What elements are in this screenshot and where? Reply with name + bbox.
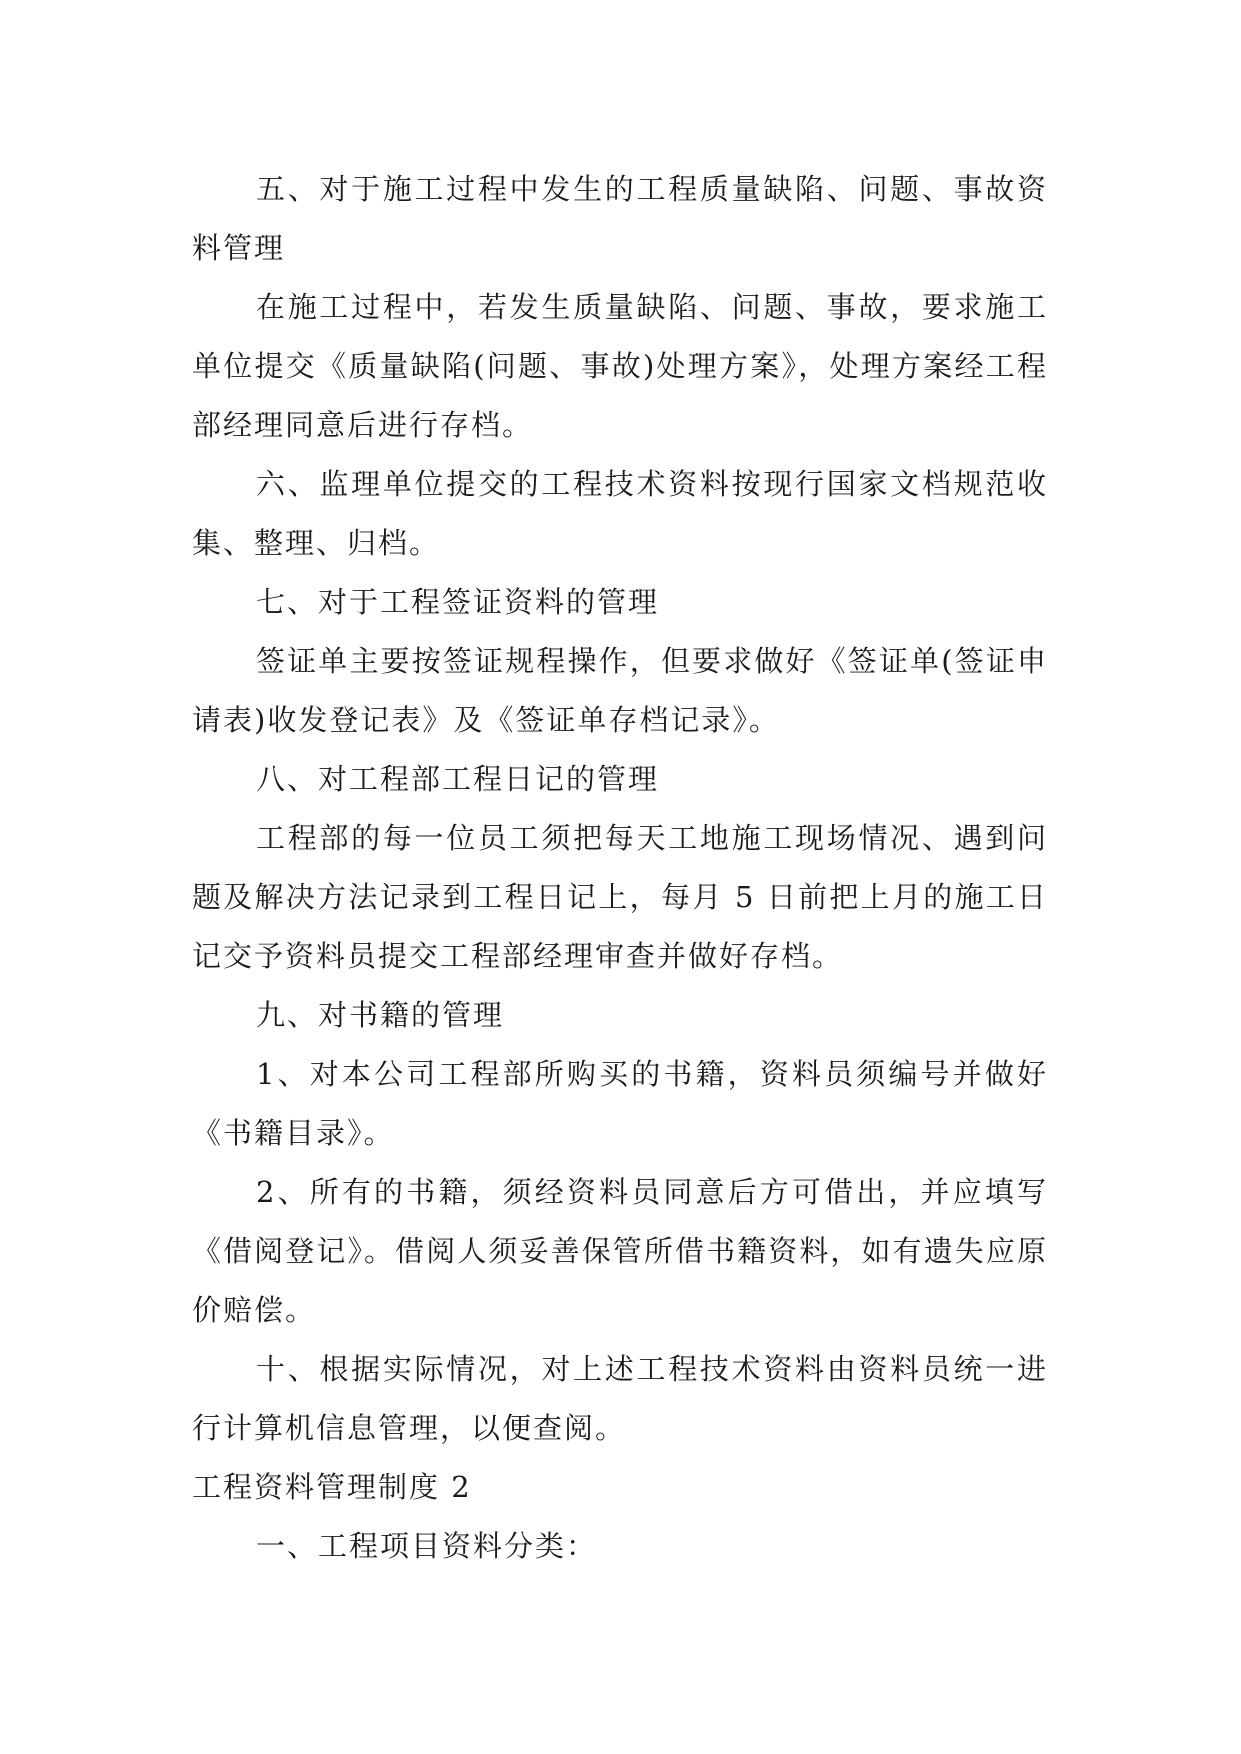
paragraph-section-2-item-1: 一、工程项目资料分类： [256, 1529, 598, 1563]
paragraph-7-body: 签证单主要按签证规程操作，但要求做好《签证单(签证申请表)收发登记表》及《签证单存档记录》。 [192, 644, 1048, 737]
section-title: 工程资料管理制度 2 [192, 1470, 472, 1504]
document-body [192, 160, 1048, 1576]
paragraph-5-body: 在施工过程中，若发生质量缺陷、问题、事故，要求施工单位提交《质量缺陷(问题、事故)处理方案》，处理方案经工程部经理同意后进行存档。 [192, 290, 1048, 442]
paragraph-9-heading: 九、对书籍的管理 [256, 998, 505, 1032]
paragraph-6: 六、监理单位提交的工程技术资料按现行国家文档规范收集、整理、归档。 [192, 467, 1048, 560]
paragraph-7-heading: 七、对于工程签证资料的管理 [256, 585, 660, 619]
paragraph-9-item-2: 2、所有的书籍，须经资料员同意后方可借出，并应填写《借阅登记》。借阅人须妥善保管所借书籍资料，如有遗失应原价赔偿。 [192, 1175, 1048, 1327]
paragraph-10: 十、根据实际情况，对上述工程技术资料由资料员统一进行计算机信息管理，以便查阅。 [192, 1352, 1048, 1445]
paragraph-8-body: 工程部的每一位员工须把每天工地施工现场情况、遇到问题及解决方法记录到工程日记上，每月 5 日前把上月的施工日记交予资料员提交工程部经理审查并做好存档。 [192, 821, 1048, 973]
paragraph-5-heading: 五、对于施工过程中发生的工程质量缺陷、问题、事故资料管理 [192, 172, 1048, 265]
paragraph-9-item-1: 1、对本公司工程部所购买的书籍，资料员须编号并做好《书籍目录》。 [192, 1057, 1048, 1150]
paragraph-8-heading: 八、对工程部工程日记的管理 [256, 762, 660, 796]
